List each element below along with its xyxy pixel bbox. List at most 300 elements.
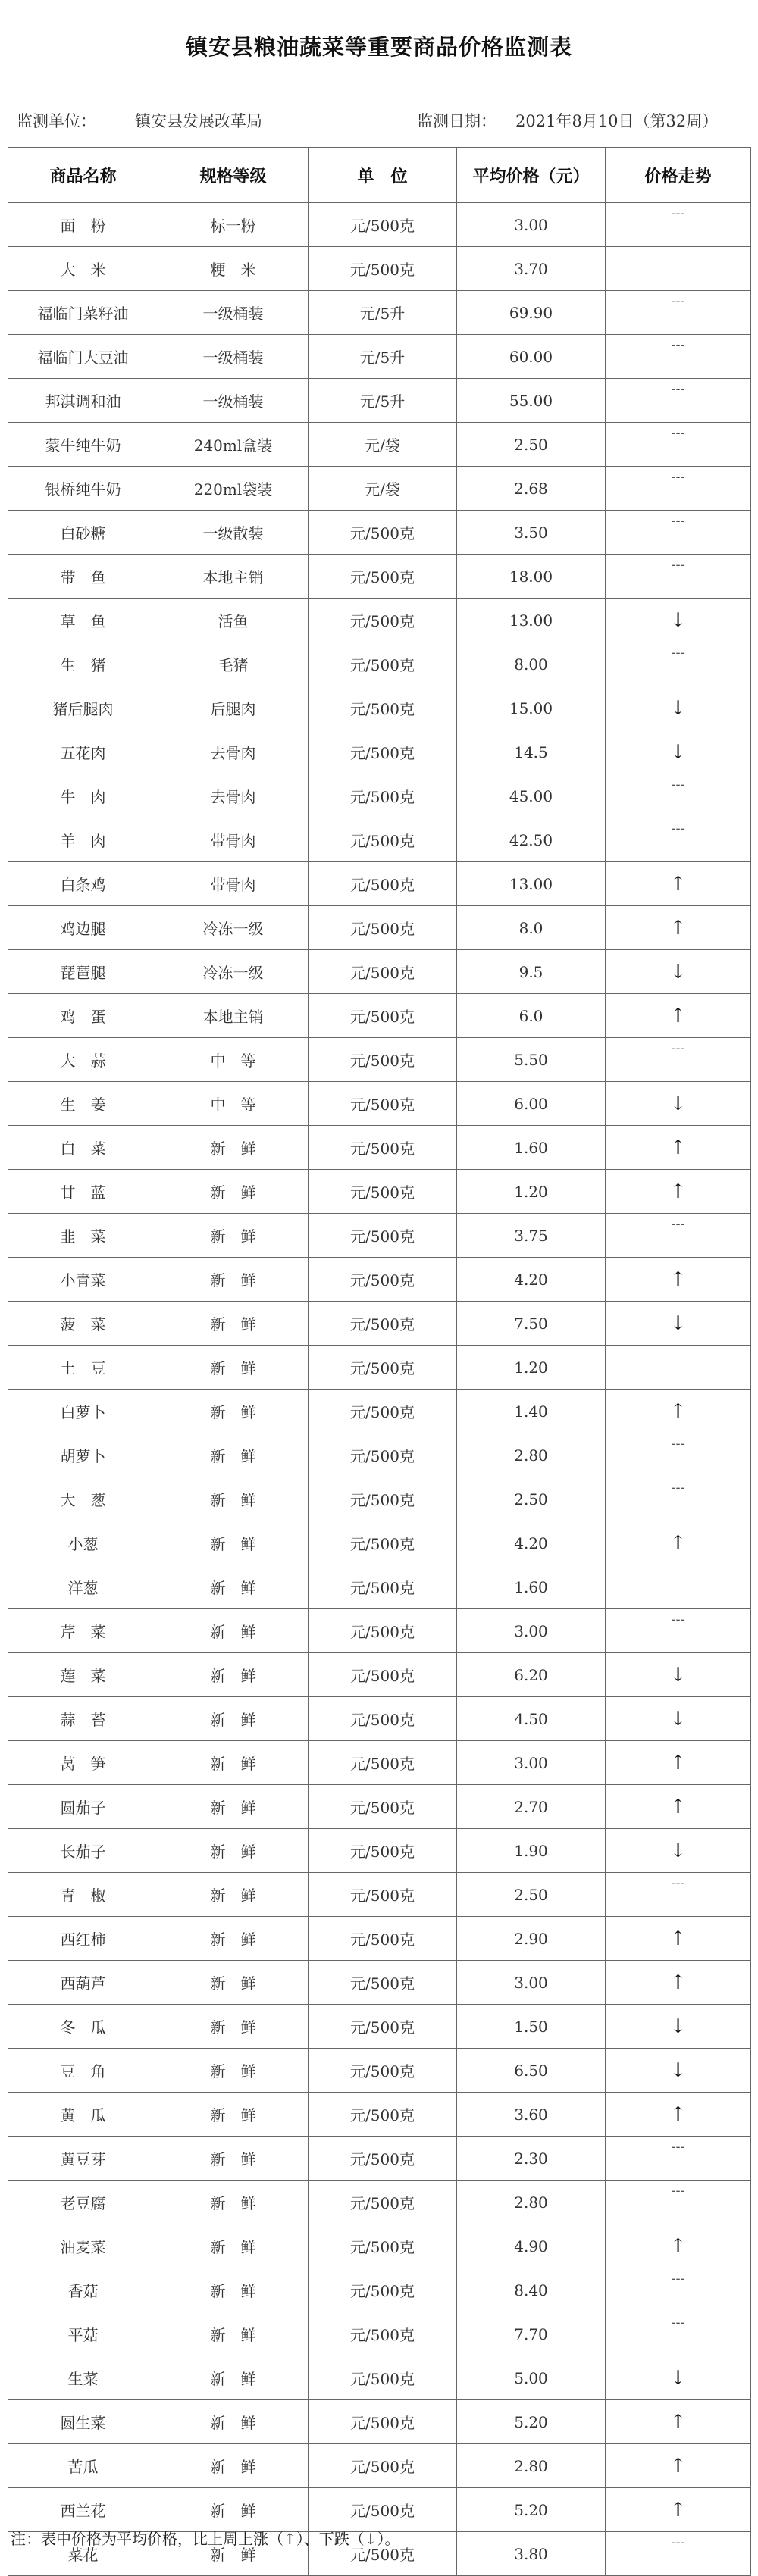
cell-spec: 毛猪 bbox=[158, 642, 309, 686]
cell-name: 生 姜 bbox=[8, 1082, 158, 1126]
monitor-date-label: 监测日期： bbox=[417, 112, 496, 130]
cell-price: 4.50 bbox=[457, 1697, 606, 1741]
table-header-row bbox=[8, 148, 751, 203]
arrow-down-icon: ↓ bbox=[669, 740, 687, 764]
cell-unit: 元/500克 bbox=[309, 1961, 457, 2005]
cell-trend bbox=[606, 906, 751, 950]
cell-price: 3.75 bbox=[457, 1214, 606, 1258]
cell-spec: 一级桶装 bbox=[158, 291, 309, 335]
cell-price: 2.50 bbox=[457, 1477, 606, 1521]
table-row bbox=[8, 950, 751, 994]
header-spec: 规格等级 bbox=[158, 148, 309, 203]
cell-spec: 冷冻一级 bbox=[158, 950, 309, 994]
cell-price: 2.80 bbox=[457, 2444, 606, 2488]
cell-spec: 活鱼 bbox=[158, 599, 309, 642]
cell-unit: 元/500克 bbox=[309, 862, 457, 906]
table-row bbox=[8, 423, 751, 467]
unchanged-dash-icon: --- bbox=[671, 2183, 685, 2199]
header-price: 平均价格（元） bbox=[457, 148, 606, 203]
cell-name: 黄豆芽 bbox=[8, 2137, 158, 2181]
table-row bbox=[8, 2181, 751, 2224]
cell-name: 平菇 bbox=[8, 2312, 158, 2356]
cell-price: 8.00 bbox=[457, 642, 606, 686]
cell-spec: 新 鲜 bbox=[158, 1785, 309, 1829]
cell-price: 4.90 bbox=[457, 2224, 606, 2268]
cell-price: 2.70 bbox=[457, 1785, 606, 1829]
cell-spec: 粳 米 bbox=[158, 247, 309, 291]
table-row bbox=[8, 818, 751, 862]
cell-name: 油麦菜 bbox=[8, 2224, 158, 2268]
cell-spec: 新 鲜 bbox=[158, 2400, 309, 2444]
cell-spec: 中 等 bbox=[158, 1082, 309, 1126]
table-row bbox=[8, 511, 751, 555]
cell-spec: 220ml袋装 bbox=[158, 467, 309, 511]
cell-price: 6.20 bbox=[457, 1653, 606, 1697]
cell-trend bbox=[606, 1477, 751, 1521]
cell-unit: 元/500克 bbox=[309, 1653, 457, 1697]
cell-spec: 新 鲜 bbox=[158, 1477, 309, 1521]
cell-trend bbox=[606, 467, 751, 511]
cell-price: 5.50 bbox=[457, 1038, 606, 1082]
cell-spec: 一级散装 bbox=[158, 511, 309, 555]
arrow-up-icon: ↑ bbox=[669, 1795, 687, 1818]
cell-spec: 新 鲜 bbox=[158, 1917, 309, 1961]
unchanged-dash-icon: --- bbox=[671, 777, 685, 792]
table-row bbox=[8, 686, 751, 730]
table-row bbox=[8, 2488, 751, 2532]
cell-unit: 元/500克 bbox=[309, 1521, 457, 1565]
cell-trend bbox=[606, 1741, 751, 1785]
cell-unit: 元/500克 bbox=[309, 1126, 457, 1170]
cell-name: 白条鸡 bbox=[8, 862, 158, 906]
cell-price: 2.68 bbox=[457, 467, 606, 511]
cell-trend bbox=[606, 686, 751, 730]
arrow-down-icon: ↓ bbox=[669, 2059, 687, 2082]
arrow-up-icon: ↑ bbox=[669, 916, 687, 939]
unchanged-dash-icon: --- bbox=[671, 469, 685, 485]
cell-name: 大 蒜 bbox=[8, 1038, 158, 1082]
unchanged-dash-icon: --- bbox=[671, 293, 685, 309]
cell-trend bbox=[606, 1697, 751, 1741]
cell-unit: 元/500克 bbox=[309, 2532, 457, 2576]
cell-price: 1.20 bbox=[457, 1170, 606, 1214]
cell-price: 45.00 bbox=[457, 774, 606, 818]
cell-price: 1.60 bbox=[457, 1565, 606, 1609]
cell-trend bbox=[606, 379, 751, 423]
cell-unit: 元/500克 bbox=[309, 1082, 457, 1126]
table-row bbox=[8, 555, 751, 599]
cell-name: 小葱 bbox=[8, 1521, 158, 1565]
cell-price: 14.5 bbox=[457, 730, 606, 774]
table-row bbox=[8, 1741, 751, 1785]
table-row bbox=[8, 467, 751, 511]
cell-name: 莴 笋 bbox=[8, 1741, 158, 1785]
unchanged-dash-icon: --- bbox=[671, 1480, 685, 1496]
cell-trend bbox=[606, 642, 751, 686]
cell-price: 3.60 bbox=[457, 2093, 606, 2137]
cell-spec: 新 鲜 bbox=[158, 2137, 309, 2181]
table-row bbox=[8, 994, 751, 1038]
cell-price: 3.00 bbox=[457, 1609, 606, 1653]
table-row bbox=[8, 1521, 751, 1565]
cell-price: 60.00 bbox=[457, 335, 606, 379]
cell-trend bbox=[606, 1609, 751, 1653]
table-body bbox=[8, 203, 751, 2576]
cell-price: 3.80 bbox=[457, 2532, 606, 2576]
cell-spec: 新 鲜 bbox=[158, 1433, 309, 1477]
cell-spec: 新 鲜 bbox=[158, 1126, 309, 1170]
cell-spec: 240ml盒装 bbox=[158, 423, 309, 467]
arrow-up-icon: ↑ bbox=[669, 1751, 687, 1774]
cell-unit: 元/5升 bbox=[309, 291, 457, 335]
table-row bbox=[8, 1477, 751, 1521]
cell-trend bbox=[606, 818, 751, 862]
cell-price: 2.80 bbox=[457, 2181, 606, 2224]
cell-name: 五花肉 bbox=[8, 730, 158, 774]
table-row bbox=[8, 906, 751, 950]
cell-name: 白砂糖 bbox=[8, 511, 158, 555]
cell-trend bbox=[606, 2488, 751, 2532]
table-row bbox=[8, 1433, 751, 1477]
unchanged-dash-icon: --- bbox=[671, 1612, 685, 1627]
cell-trend bbox=[606, 1653, 751, 1697]
cell-trend bbox=[606, 1126, 751, 1170]
cell-name: 老豆腐 bbox=[8, 2181, 158, 2224]
cell-trend bbox=[606, 1961, 751, 2005]
table-row bbox=[8, 335, 751, 379]
cell-trend bbox=[606, 1082, 751, 1126]
arrow-up-icon: ↑ bbox=[669, 2498, 687, 2521]
arrow-up-icon: ↑ bbox=[669, 2234, 687, 2258]
arrow-down-icon: ↓ bbox=[669, 960, 687, 983]
cell-price: 3.50 bbox=[457, 511, 606, 555]
arrow-up-icon: ↑ bbox=[669, 1399, 687, 1423]
cell-trend bbox=[606, 1917, 751, 1961]
cell-spec: 新 鲜 bbox=[158, 2268, 309, 2312]
cell-trend bbox=[606, 1038, 751, 1082]
cell-price: 13.00 bbox=[457, 599, 606, 642]
cell-name: 小青菜 bbox=[8, 1258, 158, 1302]
cell-trend bbox=[606, 994, 751, 1038]
arrow-down-icon: ↓ bbox=[669, 696, 687, 720]
cell-unit: 元/500克 bbox=[309, 1917, 457, 1961]
cell-name: 豆 角 bbox=[8, 2049, 158, 2093]
table-row bbox=[8, 2093, 751, 2137]
unchanged-dash-icon: --- bbox=[671, 381, 685, 397]
arrow-up-icon: ↑ bbox=[669, 1180, 687, 1203]
arrow-up-icon: ↑ bbox=[669, 872, 687, 896]
cell-price: 1.20 bbox=[457, 1346, 606, 1390]
unchanged-dash-icon: --- bbox=[671, 1040, 685, 1056]
cell-price: 1.90 bbox=[457, 1829, 606, 1873]
cell-name: 草 鱼 bbox=[8, 599, 158, 642]
cell-unit: 元/500克 bbox=[309, 2181, 457, 2224]
cell-name: 菠 菜 bbox=[8, 1302, 158, 1346]
cell-spec: 新 鲜 bbox=[158, 1653, 309, 1697]
cell-unit: 元/500克 bbox=[309, 1477, 457, 1521]
arrow-up-icon: ↑ bbox=[669, 1268, 687, 1291]
cell-spec: 新 鲜 bbox=[158, 1741, 309, 1785]
table-row bbox=[8, 862, 751, 906]
cell-price: 7.70 bbox=[457, 2312, 606, 2356]
cell-price: 2.30 bbox=[457, 2137, 606, 2181]
cell-unit: 元/500克 bbox=[309, 2268, 457, 2312]
table-row bbox=[8, 730, 751, 774]
cell-spec: 新 鲜 bbox=[158, 2049, 309, 2093]
cell-price: 13.00 bbox=[457, 862, 606, 906]
cell-spec: 新 鲜 bbox=[158, 2356, 309, 2400]
cell-price: 55.00 bbox=[457, 379, 606, 423]
cell-unit: 元/袋 bbox=[309, 467, 457, 511]
cell-spec: 新 鲜 bbox=[158, 1609, 309, 1653]
cell-name: 鸡边腿 bbox=[8, 906, 158, 950]
cell-trend bbox=[606, 2137, 751, 2181]
meta-row bbox=[8, 91, 750, 147]
cell-price: 18.00 bbox=[457, 555, 606, 599]
cell-unit: 元/500克 bbox=[309, 1785, 457, 1829]
monitor-unit-label: 监测单位： bbox=[17, 112, 96, 130]
cell-trend bbox=[606, 2400, 751, 2444]
table-row bbox=[8, 291, 751, 335]
table-row bbox=[8, 2356, 751, 2400]
table-row bbox=[8, 1653, 751, 1697]
cell-unit: 元/500克 bbox=[309, 2356, 457, 2400]
cell-name: 青 椒 bbox=[8, 1873, 158, 1917]
cell-name: 福临门大豆油 bbox=[8, 335, 158, 379]
cell-name: 莲 菜 bbox=[8, 1653, 158, 1697]
cell-unit: 元/500克 bbox=[309, 686, 457, 730]
cell-trend bbox=[606, 1302, 751, 1346]
table-row bbox=[8, 1346, 751, 1390]
cell-spec: 新 鲜 bbox=[158, 2312, 309, 2356]
table-row bbox=[8, 642, 751, 686]
cell-trend bbox=[606, 511, 751, 555]
cell-trend bbox=[606, 2093, 751, 2137]
cell-unit: 元/500克 bbox=[309, 2005, 457, 2049]
table-row bbox=[8, 599, 751, 642]
footnote: 注：表中价格为平均价格，比上周上涨（↑）、下跌（↓）。 bbox=[11, 2530, 400, 2548]
table-row bbox=[8, 2268, 751, 2312]
cell-unit: 元/500克 bbox=[309, 1346, 457, 1390]
arrow-down-icon: ↓ bbox=[669, 608, 687, 632]
cell-price: 9.5 bbox=[457, 950, 606, 994]
cell-unit: 元/500克 bbox=[309, 1302, 457, 1346]
cell-name: 黄 瓜 bbox=[8, 2093, 158, 2137]
cell-price: 4.20 bbox=[457, 1521, 606, 1565]
cell-name: 猪后腿肉 bbox=[8, 686, 158, 730]
unchanged-dash-icon: --- bbox=[671, 821, 685, 836]
cell-name: 西红柿 bbox=[8, 1917, 158, 1961]
cell-unit: 元/5升 bbox=[309, 379, 457, 423]
cell-unit: 元/500克 bbox=[309, 1741, 457, 1785]
cell-unit: 元/500克 bbox=[309, 1697, 457, 1741]
cell-trend bbox=[606, 2444, 751, 2488]
header-name: 商品名称 bbox=[8, 148, 158, 203]
cell-trend bbox=[606, 774, 751, 818]
cell-unit: 元/500克 bbox=[309, 2400, 457, 2444]
cell-name: 福临门菜籽油 bbox=[8, 291, 158, 335]
cell-unit: 元/500克 bbox=[309, 203, 457, 247]
cell-name: 甘 蓝 bbox=[8, 1170, 158, 1214]
unchanged-dash-icon: --- bbox=[671, 513, 685, 529]
cell-trend bbox=[606, 1346, 751, 1390]
cell-spec: 一级桶装 bbox=[158, 335, 309, 379]
arrow-up-icon: ↑ bbox=[669, 1531, 687, 1555]
cell-spec: 一级桶装 bbox=[158, 379, 309, 423]
cell-spec: 中 等 bbox=[158, 1038, 309, 1082]
table-row bbox=[8, 247, 751, 291]
cell-spec: 带骨肉 bbox=[158, 862, 309, 906]
cell-spec: 新 鲜 bbox=[158, 1829, 309, 1873]
cell-unit: 元/袋 bbox=[309, 423, 457, 467]
cell-spec: 新 鲜 bbox=[158, 1302, 309, 1346]
cell-trend bbox=[606, 950, 751, 994]
cell-trend bbox=[606, 555, 751, 599]
arrow-down-icon: ↓ bbox=[669, 1839, 687, 1862]
monitor-date-value: 2021年8月10日（第32周） bbox=[515, 112, 719, 130]
cell-trend bbox=[606, 2268, 751, 2312]
table-row bbox=[8, 2312, 751, 2356]
cell-trend bbox=[606, 1829, 751, 1873]
cell-name: 大 葱 bbox=[8, 1477, 158, 1521]
cell-trend bbox=[606, 203, 751, 247]
cell-trend bbox=[606, 1521, 751, 1565]
table-row bbox=[8, 1170, 751, 1214]
cell-spec: 去骨肉 bbox=[158, 730, 309, 774]
cell-unit: 元/500克 bbox=[309, 599, 457, 642]
cell-name: 冬 瓜 bbox=[8, 2005, 158, 2049]
unchanged-dash-icon: --- bbox=[671, 1216, 685, 1232]
cell-spec: 新 鲜 bbox=[158, 1565, 309, 1609]
cell-price: 8.0 bbox=[457, 906, 606, 950]
cell-unit: 元/500克 bbox=[309, 642, 457, 686]
cell-unit: 元/500克 bbox=[309, 994, 457, 1038]
cell-price: 3.00 bbox=[457, 1961, 606, 2005]
table-row bbox=[8, 1214, 751, 1258]
cell-spec: 本地主销 bbox=[158, 994, 309, 1038]
cell-spec: 后腿肉 bbox=[158, 686, 309, 730]
cell-trend bbox=[606, 1785, 751, 1829]
cell-trend bbox=[606, 335, 751, 379]
cell-price: 2.90 bbox=[457, 1917, 606, 1961]
cell-unit: 元/500克 bbox=[309, 2488, 457, 2532]
cell-price: 6.50 bbox=[457, 2049, 606, 2093]
cell-trend bbox=[606, 2049, 751, 2093]
cell-unit: 元/500克 bbox=[309, 2312, 457, 2356]
cell-price: 2.50 bbox=[457, 423, 606, 467]
cell-price: 3.00 bbox=[457, 1741, 606, 1785]
cell-unit: 元/500克 bbox=[309, 1390, 457, 1433]
cell-name: 苦瓜 bbox=[8, 2444, 158, 2488]
cell-trend bbox=[606, 291, 751, 335]
table-row bbox=[8, 774, 751, 818]
cell-unit: 元/500克 bbox=[309, 818, 457, 862]
cell-unit: 元/500克 bbox=[309, 1565, 457, 1609]
arrow-up-icon: ↑ bbox=[669, 1004, 687, 1027]
cell-price: 1.40 bbox=[457, 1390, 606, 1433]
cell-trend bbox=[606, 2181, 751, 2224]
cell-trend bbox=[606, 423, 751, 467]
cell-spec: 新 鲜 bbox=[158, 1961, 309, 2005]
cell-price: 1.50 bbox=[457, 2005, 606, 2049]
unchanged-dash-icon: --- bbox=[671, 1436, 685, 1452]
cell-unit: 元/500克 bbox=[309, 906, 457, 950]
cell-name: 韭 菜 bbox=[8, 1214, 158, 1258]
arrow-up-icon: ↑ bbox=[669, 2102, 687, 2126]
cell-spec: 新 鲜 bbox=[158, 1170, 309, 1214]
table-row bbox=[8, 1785, 751, 1829]
cell-price: 5.20 bbox=[457, 2488, 606, 2532]
cell-unit: 元/500克 bbox=[309, 1258, 457, 1302]
cell-name: 带 鱼 bbox=[8, 555, 158, 599]
cell-spec: 新 鲜 bbox=[158, 2444, 309, 2488]
unchanged-dash-icon: --- bbox=[671, 2534, 685, 2550]
cell-name: 羊 肉 bbox=[8, 818, 158, 862]
table-row bbox=[8, 1873, 751, 1917]
cell-spec: 新 鲜 bbox=[158, 2005, 309, 2049]
unchanged-dash-icon: --- bbox=[671, 1875, 685, 1891]
cell-name: 蒜 苔 bbox=[8, 1697, 158, 1741]
table-row bbox=[8, 379, 751, 423]
cell-price: 6.00 bbox=[457, 1082, 606, 1126]
cell-name: 琵琶腿 bbox=[8, 950, 158, 994]
table-row bbox=[8, 2444, 751, 2488]
table-row bbox=[8, 1302, 751, 1346]
table-row bbox=[8, 1038, 751, 1082]
cell-price: 69.90 bbox=[457, 291, 606, 335]
cell-name: 香菇 bbox=[8, 2268, 158, 2312]
cell-unit: 元/500克 bbox=[309, 1214, 457, 1258]
arrow-up-icon: ↑ bbox=[669, 2410, 687, 2434]
cell-trend bbox=[606, 599, 751, 642]
cell-spec: 新 鲜 bbox=[158, 2488, 309, 2532]
cell-spec: 新 鲜 bbox=[158, 2093, 309, 2137]
cell-name: 蒙牛纯牛奶 bbox=[8, 423, 158, 467]
cell-name: 土 豆 bbox=[8, 1346, 158, 1390]
unchanged-dash-icon: --- bbox=[671, 557, 685, 573]
arrow-up-icon: ↑ bbox=[669, 1971, 687, 1994]
header-trend: 价格走势 bbox=[606, 148, 751, 203]
cell-name: 生 猪 bbox=[8, 642, 158, 686]
cell-unit: 元/500克 bbox=[309, 1038, 457, 1082]
cell-unit: 元/500克 bbox=[309, 1609, 457, 1653]
cell-price: 2.50 bbox=[457, 1873, 606, 1917]
cell-spec: 新 鲜 bbox=[158, 1873, 309, 1917]
table-row bbox=[8, 1609, 751, 1653]
arrow-up-icon: ↑ bbox=[669, 1136, 687, 1159]
cell-price: 1.60 bbox=[457, 1126, 606, 1170]
table-row bbox=[8, 2005, 751, 2049]
cell-unit: 元/500克 bbox=[309, 730, 457, 774]
cell-spec: 新 鲜 bbox=[158, 1346, 309, 1390]
cell-name: 邦淇调和油 bbox=[8, 379, 158, 423]
cell-trend bbox=[606, 1433, 751, 1477]
unchanged-dash-icon: --- bbox=[671, 2271, 685, 2287]
table-row bbox=[8, 1917, 751, 1961]
unchanged-dash-icon: --- bbox=[671, 2139, 685, 2155]
table-row bbox=[8, 1082, 751, 1126]
cell-spec: 新 鲜 bbox=[158, 1214, 309, 1258]
cell-price: 3.70 bbox=[457, 247, 606, 291]
cell-name: 菜花 bbox=[8, 2532, 158, 2576]
cell-name: 西兰花 bbox=[8, 2488, 158, 2532]
table-row bbox=[8, 1126, 751, 1170]
arrow-down-icon: ↓ bbox=[669, 1311, 687, 1335]
table-row bbox=[8, 1390, 751, 1433]
cell-unit: 元/500克 bbox=[309, 2224, 457, 2268]
cell-trend bbox=[606, 730, 751, 774]
arrow-down-icon: ↓ bbox=[669, 1663, 687, 1687]
